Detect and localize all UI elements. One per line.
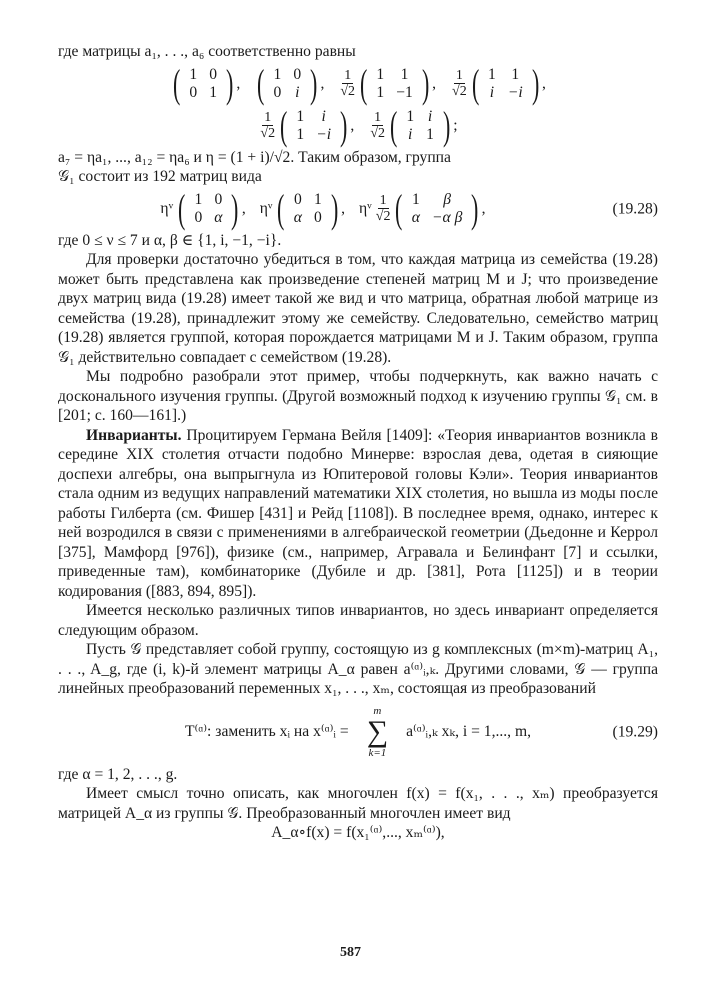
matrix-cell: i — [427, 107, 433, 125]
punctuation: , — [236, 74, 241, 92]
matrix — [254, 60, 320, 106]
matrix-cell: α — [293, 208, 302, 226]
fraction-numerator: 1 — [455, 68, 463, 83]
matrix — [277, 102, 350, 148]
matrix-cell: 1 — [273, 65, 282, 83]
sum-upper: m — [373, 704, 382, 717]
where-line: где 0 ≤ ν ≤ 7 и α, β ∈ {1, i, −1, −i}. — [58, 231, 282, 249]
final-equation: A_α∘f(x) = f(x₁⁽ᵅ⁾,..., xₘ⁽ᵅ⁾), — [271, 824, 445, 841]
matrix-cell: 1 — [209, 83, 217, 101]
eta-power: ηᵛ — [359, 199, 372, 217]
matrix-cell: 1 — [296, 107, 305, 125]
right-paren: ) — [471, 185, 479, 231]
matrix — [357, 60, 432, 106]
right-paren: ) — [330, 185, 339, 231]
punctuation: ; — [453, 116, 458, 134]
right-paren: ) — [310, 60, 318, 106]
matrix-cell: −i — [316, 125, 332, 143]
matrix-cell: 1 — [376, 65, 385, 83]
matrix-cell: −α β — [431, 208, 463, 226]
equation-19-29 — [58, 705, 658, 759]
left-paren: ( — [173, 60, 181, 106]
matrix-term — [258, 102, 355, 148]
paragraph-verification: Для проверки достаточно убедиться в том, что каждая матрица из семейства (19.28) может быть представлена как произведение степеней матриц M и J; что произведение двух матриц вида (19.28) имеет такой же вид и что матрица, обратная любой матрице из семейства (19.28), принадлежит этому же семейству. Следовательно, семейство матриц (19.28) является группой, которая порождается матрицами M и J. Таким образом, группа 𝒢₁ действительно совпадает с семейством (19.28). — [58, 251, 658, 366]
fraction-denominator: √2 — [370, 126, 385, 141]
punctuation: , — [320, 74, 325, 92]
eta-power: ηᵛ — [259, 199, 273, 217]
punctuation: , — [341, 199, 346, 217]
paragraph-invariants-text: Процитируем Германа Вейля [1409]: «Теория инвариантов возникла в середине XIX столетия отчасти подобно Минерве: взрослая дева, одетая в сияющие доспехи алгебры, она выпрыгнула из Юпитеровой головы Кэли». Теория инвариантов стала одним из ведущих направлений математики XIX столетия, но вышла из моды после работы Гилберта (см. Фишер [431] и Рейд [1108]). В последнее время, однако, интерес к ней возродился в связи с применениями в алгебраической геометрии (Дьедонне и Керрол [375], Мамфорд [976]), физике (см., например, Агравала и Белинфант [7] и ссылки, приведенные там), комбинаторике (Дубиле и др. [381], Рота [1125]) и в теории кодирования ([883, 894, 895]). — [58, 426, 658, 600]
punctuation: , — [481, 199, 486, 217]
matrix-cell: 0 — [293, 65, 302, 83]
matrix-cell: 0 — [313, 208, 322, 226]
right-paren: ) — [531, 60, 540, 106]
fraction-denominator: √2 — [340, 84, 356, 99]
matrix-term — [368, 102, 458, 148]
right-paren: ) — [421, 60, 430, 106]
intro-line: где матрицы a₁, . . ., a₆ соответственно равны — [58, 43, 356, 60]
matrix-cell: 1 — [511, 65, 520, 83]
page-number: 587 — [340, 945, 361, 960]
right-paren: ) — [442, 102, 451, 148]
matrix — [387, 102, 453, 148]
fraction-denominator: √2 — [452, 84, 467, 99]
section-heading: Инварианты. — [86, 426, 182, 444]
right-paren: ) — [340, 102, 348, 148]
matrix-row-2 — [58, 102, 658, 148]
sum-lower: k=1 — [368, 746, 387, 759]
matrix-cell: 1 — [411, 190, 420, 208]
matrix-term — [170, 60, 241, 106]
right-paren: ) — [225, 60, 234, 106]
left-paren: ( — [277, 185, 285, 231]
eq-1928-term — [160, 185, 246, 231]
left-paren: ( — [360, 60, 368, 106]
paragraph-group-def: Пусть 𝒢 представляет собой группу, состоящую из g комплексных (m×m)-матриц A₁, . . ., A_g, где (i, k)-й элемент матрицы A_α равен a⁽ᵅ⁾ᵢ,ₖ. Другими словами, 𝒢 — группа линейных преобразований переменных x₁, . . ., xₘ, состоящая из преобразований — [58, 641, 658, 697]
where-alpha-line: где α = 1, 2, . . ., g. — [58, 765, 178, 783]
eta-power: ηᵛ — [160, 199, 174, 217]
equation-number: (19.28) — [612, 199, 658, 217]
matrix-term — [450, 60, 546, 106]
left-paren: ( — [389, 102, 398, 148]
eq-1928-term — [259, 185, 346, 231]
matrix-cell: 1 — [296, 125, 305, 143]
matrix-cell: 0 — [194, 208, 203, 226]
matrix-cell: 0 — [273, 83, 282, 101]
matrix-cell: 1 — [313, 190, 322, 208]
left-paren: ( — [395, 185, 403, 231]
punctuation: , — [350, 116, 355, 134]
matrix-cell: 1 — [426, 125, 434, 143]
sum-sign — [367, 705, 388, 759]
fraction — [376, 193, 391, 224]
left-paren: ( — [471, 60, 480, 106]
fraction — [260, 110, 275, 141]
paragraph-invariants — [58, 426, 658, 602]
punctuation: , — [241, 199, 246, 217]
matrix-cell: i — [321, 107, 326, 125]
page-body — [58, 42, 658, 843]
left-paren: ( — [257, 60, 265, 106]
left-paren: ( — [178, 185, 186, 231]
punctuation: , — [542, 74, 546, 92]
paragraph-example: Мы подробно разобрали этот пример, чтобы подчеркнуть, как важно начать с досконального изучения группы. (Другой возможный подход к изучению группы 𝒢₁ см. в [201; с. 160—161].) — [58, 368, 658, 424]
matrix-cell: α — [214, 208, 223, 226]
fraction-denominator: √2 — [260, 126, 276, 141]
matrix-cell: 0 — [293, 190, 302, 208]
matrix-cell: i — [489, 83, 495, 101]
matrix — [175, 185, 242, 231]
matrix-cell: 1 — [488, 65, 496, 83]
paragraph-polynomial: Имеет смысл точно описать, как многочлен f(x) = f(x₁, . . ., xₘ) преобразуется матрицей A_α из группы 𝒢. Преобразованный многочлен имеет вид — [58, 785, 658, 822]
matrix-cell: α — [411, 208, 420, 226]
eq-1928-term — [359, 185, 486, 231]
matrix-cell: 0 — [214, 190, 223, 208]
fraction-numerator: 1 — [344, 68, 352, 83]
matrix-cell: −i — [507, 83, 523, 101]
matrix — [392, 185, 481, 231]
matrix — [274, 185, 341, 231]
matrix-row-1 — [58, 60, 658, 106]
punctuation: , — [432, 74, 437, 92]
matrix — [469, 60, 542, 106]
right-paren: ) — [231, 185, 239, 231]
matrix-cell: 1 — [406, 107, 415, 125]
equation-number: (19.29) — [612, 722, 658, 740]
matrix-cell: i — [295, 83, 300, 101]
matrix-term — [338, 60, 437, 106]
matrix-cell: 0 — [189, 83, 198, 101]
matrix-cell: 1 — [189, 65, 198, 83]
matrix-cell: 1 — [194, 190, 203, 208]
group-g1-line: 𝒢₁ состоит из 192 матриц вида — [58, 168, 262, 185]
matrix-cell: 1 — [400, 65, 409, 83]
matrix-term — [254, 60, 325, 106]
fraction — [452, 68, 467, 99]
fraction — [340, 68, 355, 99]
fraction-numerator: 1 — [379, 193, 387, 208]
paragraph-types: Имеется несколько различных типов инвариантов, но здесь инвариант определяется следующим образом. — [58, 602, 658, 639]
equation-19-28 — [58, 185, 658, 231]
matrix-cell: −1 — [396, 83, 413, 101]
fraction-numerator: 1 — [264, 110, 272, 125]
fraction-numerator: 1 — [374, 110, 382, 125]
left-paren: ( — [280, 102, 288, 148]
matrix-cell: β — [443, 190, 452, 208]
fraction-denominator: √2 — [375, 209, 391, 224]
matrix — [170, 60, 236, 106]
fraction — [370, 110, 385, 141]
sigma-icon: ∑ — [366, 714, 389, 748]
matrix-cell: 0 — [209, 65, 217, 83]
eq-1929-right: a⁽ᵅ⁾ᵢ,ₖ xₖ, i = 1,..., m, — [406, 722, 532, 740]
matrix-cell: 1 — [376, 83, 385, 101]
eq-1929-left: T⁽ᵅ⁾: заменить xᵢ на x⁽ᵅ⁾ᵢ = — [184, 722, 349, 740]
a-definition-line: a₇ = ηa₁, ..., a₁₂ = ηa₆ и η = (1 + i)/√2. Таким образом, группа — [58, 148, 451, 166]
matrix-cell: i — [408, 125, 413, 143]
